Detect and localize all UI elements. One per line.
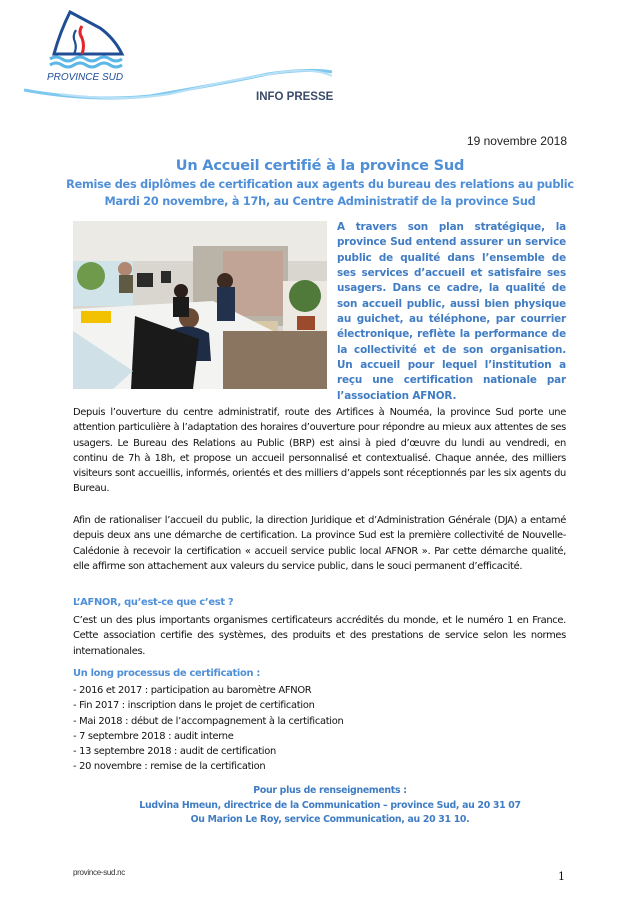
footer-website: province-sud.nc	[73, 868, 125, 877]
process-timeline-list	[73, 683, 343, 775]
contact-line-1: Ludvina Hmeun, directrice de la Communication – province Sud, au 20 31 07	[139, 799, 521, 811]
timeline-item: - 13 septembre 2018 : audit de certification	[73, 746, 276, 758]
info-presse-label: INFO PRESSE	[256, 91, 334, 103]
afnor-section-text: C’est un des plus importants organismes certificateurs accrédités du monde, et le numéro 1 en France. Cette association certifie des systèmes, des produits et des prestations de service selon les normes internationales.	[73, 615, 566, 657]
lead-paragraph: A travers son plan stratégique, la province Sud entend assurer un service public de qualité dans l’ensemble de ses services d’accueil et satisfaire ses usagers. Dans ce cadre, la qualité de son accueil public, aussi bien physique au guichet, au téléphone, par courrier électronique, reflète la performance de la collectivité et de son organisation. Un accueil pour lequel l’institution a reçu une certification nationale par l’association AFNOR.	[337, 221, 566, 402]
timeline-item: - Mai 2018 : début de l’accompagnement à la certification	[73, 715, 344, 727]
press-date: 19 novembre 2018	[466, 134, 567, 148]
contact-heading: Pour plus de renseignements :	[253, 785, 407, 796]
timeline-item: - Fin 2017 : inscription dans le projet de certification	[73, 700, 315, 712]
body-paragraph-1: Depuis l’ouverture du centre administratif, route des Artifices à Nouméa, la province Sud porte une attention particulière à l’adaptation des horaires d’ouverture pour répondre au mieux aux attentes de ses usagers. Le Bureau des Relations au Public (BRP) est ainsi à pied d’œuvre du lundi au vendredi, en continu de 7h à 18h, et propose un accueil personnalisé et contextualisé. Chaque année, des milliers visiteurs sont accueillis, informés, orientés et des milliers d’appels sont réceptionnés par les six agents du Bureau.	[73, 407, 566, 495]
afnor-section-heading: L’AFNOR, qu’est-ce que c’est ?	[73, 597, 234, 608]
page-title: Un Accueil certifié à la province Sud	[175, 158, 465, 174]
contact-block	[100, 784, 560, 828]
page-number: 1	[558, 870, 565, 883]
subtitle-2: Mardi 20 novembre, à 17h, au Centre Administratif de la province Sud	[104, 195, 536, 208]
timeline-item: - 2016 et 2017 : participation au baromètre AFNOR	[73, 685, 312, 696]
logo-text: PROVINCE SUD	[46, 72, 124, 83]
process-section-heading: Un long processus de certification :	[73, 668, 261, 679]
office-reception-photo	[73, 221, 327, 389]
body-paragraph-2: Afin de rationaliser l’accueil du public, la direction Juridique et d’Administration Générale (DJA) a entamé depuis deux ans une démarche de certification. La province Sud est la première collectivité de Nouvelle-Calédonie à recevoir la certification « accueil service public local AFNOR ». Par cette démarche qualité, elle affirme son attachement aux valeurs du service public, dans le souci permanent d’efficacité.	[73, 515, 566, 572]
timeline-item: - 20 novembre : remise de la certification	[73, 761, 266, 773]
title-block	[60, 157, 580, 210]
timeline-item: - 7 septembre 2018 : audit interne	[73, 730, 234, 742]
subtitle-1: Remise des diplômes de certification aux agents du bureau des relations au public	[66, 178, 574, 191]
contact-line-2: Ou Marion Le Roy, service Communication, au 20 31 10.	[190, 814, 470, 825]
